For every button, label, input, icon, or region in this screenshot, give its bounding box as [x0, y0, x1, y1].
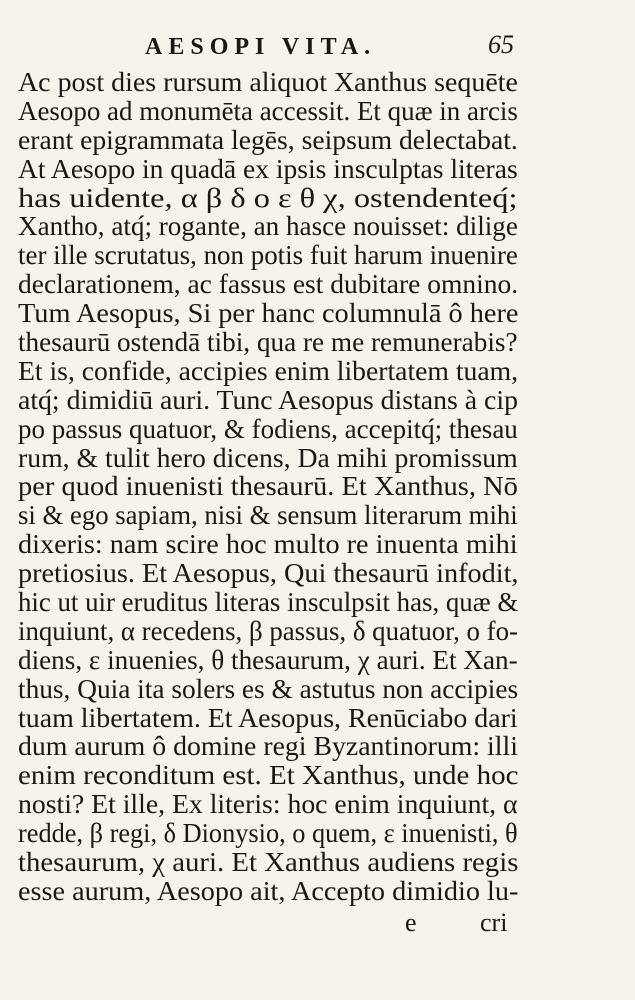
text-line: si & ego sapiam, nisi & sensum literarum mihi: [18, 500, 518, 531]
text-line: Aesopo ad monumēta accessit. Et quæ in arcis: [18, 95, 518, 126]
text-line: pretiosius. Et Aesopus, Qui thesaurū infodit,: [18, 558, 519, 589]
page-footer: [0, 908, 635, 948]
text-line: po passus quatuor, & fodiens, accepitq́; thesau: [18, 413, 518, 444]
text-line: nosti? Et ille, Ex literis: hoc enim inquiunt, α: [18, 789, 518, 820]
text-line: erant epigrammata legēs, seipsum delectabat.: [18, 124, 518, 155]
running-title: AESOPI VITA.: [145, 34, 377, 60]
text-line: inquiunt, α recedens, β passus, δ quatuor, ο fo-: [18, 615, 518, 646]
text-line: rum, & tulit hero dicens, Da mihi promissum: [18, 442, 518, 473]
text-line: per quod inuenisti thesaurū. Et Xanthus, Nō: [18, 471, 518, 502]
text-line: dum aurum ô domine regi Byzantinorum: illi: [18, 731, 518, 762]
text-line: At Aesopo in quadā ex ipsis insculptas literas: [18, 153, 518, 184]
text-line: diens, ε inuenies, θ thesaurum, χ auri. Et Xan-: [18, 644, 518, 675]
page-number: 65: [488, 30, 514, 59]
text-line: declarationem, ac fassus est dubitare omnino.: [18, 269, 519, 300]
text-line: Tum Aesopus, Si per hanc columnulā ô here: [18, 298, 519, 329]
page-header: [0, 30, 635, 68]
text-line: ter ille scrutatus, non potis fuit harum inuenire: [18, 240, 518, 271]
text-line: enim reconditum est. Et Xanthus, unde hoc: [18, 760, 519, 791]
text-line: dixeris: nam scire hoc multo re inuenta mihi: [18, 529, 518, 560]
text-line: thesaurū ostendā tibi, qua re me remunerabis?: [18, 327, 518, 358]
text-body: [18, 68, 518, 906]
catchword: cri: [480, 908, 508, 937]
text-line: Xantho, atq́; rogante, an hasce nouisset: dilige: [18, 211, 518, 242]
text-line: hic ut uir eruditus literas insculpsit has, quæ &: [18, 587, 519, 618]
text-line: Et is, confide, accipies enim libertatem tuam,: [18, 355, 519, 386]
text-line: has uidente, α β δ ο ε θ χ, ostendenteq́;: [18, 182, 518, 213]
text-line: tuam libertatem. Et Aesopus, Renūciabo dari: [18, 702, 518, 733]
text-line: thus, Quia ita solers es & astutus non accipies: [18, 673, 519, 704]
text-line: thesaurum, χ auri. Et Xanthus audiens regis: [18, 847, 519, 878]
signature-mark: e: [405, 908, 417, 937]
text-line: redde, β regi, δ Dionysio, ο quem, ε inuenisti, θ: [18, 818, 518, 849]
text-line: atq́; dimidiū auri. Tunc Aesopus distans à cip: [18, 384, 518, 415]
text-line: esse aurum, Aesopo ait, Accepto dimidio lu-: [18, 875, 519, 906]
text-line: Ac post dies rursum aliquot Xanthus sequēte: [18, 67, 518, 97]
